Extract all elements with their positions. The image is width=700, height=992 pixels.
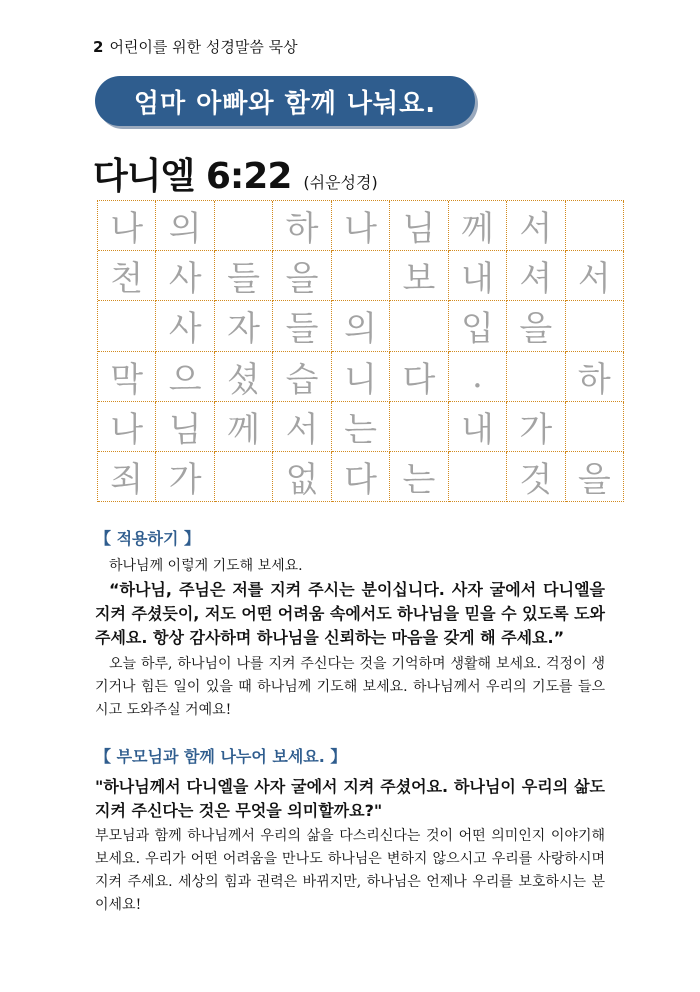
- grid-cell: 하: [566, 352, 624, 402]
- grid-cell: 보: [390, 251, 448, 301]
- grid-cell: [98, 301, 156, 351]
- grid-cell: 의: [332, 301, 390, 351]
- grid-cell: [215, 201, 273, 251]
- share-question: "하나님께서 다니엘을 사자 굴에서 지켜 주셨어요. 하나님이 우리의 삶도 지켜 주신다는 것은 무엇을 의미할까요?": [95, 777, 605, 820]
- apply-heading: 【 적용하기 】: [95, 529, 200, 548]
- grid-cell: 없: [273, 452, 331, 502]
- grid-cell: 들: [273, 301, 331, 351]
- book-title: 어린이를 위한 성경말씀 묵상: [109, 38, 298, 56]
- share-body: 부모님과 함께 하나님께서 우리의 삶을 다스리신다는 것이 어떤 의미인지 이야기해 보세요. 우리가 어떤 어려움을 만나도 하나님은 변하지 않으시고 우리를 사랑하시며 지켜 주세요. 세상의 힘과 권력은 바뀌지만, 하나님은 언제나 우리를 보호하시는 분이세요!: [95, 828, 605, 913]
- grid-cell: 셨: [215, 352, 273, 402]
- grid-cell: 가: [156, 452, 214, 502]
- verse-ref-text: 다니엘 6:22: [93, 156, 292, 197]
- bible-version: (쉬운성경): [303, 173, 378, 192]
- grid-cell: 서: [566, 251, 624, 301]
- grid-cell: [566, 301, 624, 351]
- grid-cell: [215, 452, 273, 502]
- grid-cell: 나: [98, 201, 156, 251]
- page-header: [93, 36, 298, 57]
- grid-cell: 을: [566, 452, 624, 502]
- title-banner: [95, 76, 475, 126]
- grid-cell: 님: [390, 201, 448, 251]
- grid-cell: [566, 402, 624, 452]
- apply-intro: 하나님께 이렇게 기도해 보세요.: [109, 558, 303, 574]
- grid-cell: [507, 352, 565, 402]
- grid-cell: 께: [215, 402, 273, 452]
- grid-cell: 는: [332, 402, 390, 452]
- grid-cell: [332, 251, 390, 301]
- grid-cell: 막: [98, 352, 156, 402]
- grid-cell: 을: [273, 251, 331, 301]
- grid-cell: [449, 452, 507, 502]
- grid-cell: 가: [507, 402, 565, 452]
- grid-cell: 입: [449, 301, 507, 351]
- grid-cell: 을: [507, 301, 565, 351]
- page-number: 2: [93, 38, 104, 56]
- grid-cell: 는: [390, 452, 448, 502]
- grid-cell: 사: [156, 301, 214, 351]
- grid-cell: 천: [98, 251, 156, 301]
- grid-cell: [390, 301, 448, 351]
- grid-cell: 자: [215, 301, 273, 351]
- grid-cell: 다: [390, 352, 448, 402]
- grid-cell: 으: [156, 352, 214, 402]
- grid-cell: .: [449, 352, 507, 402]
- share-heading: 【 부모님과 함께 나누어 보세요. 】: [95, 747, 347, 766]
- grid-cell: 니: [332, 352, 390, 402]
- grid-cell: 나: [98, 402, 156, 452]
- grid-cell: 서: [273, 402, 331, 452]
- apply-prayer: “하나님, 주님은 저를 지켜 주시는 분이십니다. 사자 굴에서 다니엘을 지켜 주셨듯이, 저도 어떤 어려움 속에서도 하나님을 믿을 수 있도록 도와주세요. 항상 감사하며 하나님을 신뢰하는 마음을 갖게 해 주세요.”: [95, 580, 606, 647]
- grid-cell: 의: [156, 201, 214, 251]
- grid-cell: 사: [156, 251, 214, 301]
- grid-cell: [566, 201, 624, 251]
- tracing-grid: [97, 200, 624, 502]
- banner-text: 엄마 아빠와 함께 나눠요.: [133, 88, 437, 119]
- grid-cell: 들: [215, 251, 273, 301]
- grid-cell: 내: [449, 402, 507, 452]
- grid-cell: [390, 402, 448, 452]
- grid-cell: 서: [507, 201, 565, 251]
- grid-cell: 하: [273, 201, 331, 251]
- grid-cell: 다: [332, 452, 390, 502]
- verse-reference: [93, 148, 378, 199]
- grid-cell: 죄: [98, 452, 156, 502]
- grid-cell: 님: [156, 402, 214, 452]
- apply-body: 오늘 하루, 하나님이 나를 지켜 주신다는 것을 기억하며 생활해 보세요. 걱정이 생기거나 힘든 일이 있을 때 하나님께 기도해 보세요. 하나님께서 우리의 기도를 들으시고 도와주실 거예요!: [95, 656, 605, 718]
- grid-cell: 나: [332, 201, 390, 251]
- grid-cell: 셔: [507, 251, 565, 301]
- grid-cell: 것: [507, 452, 565, 502]
- grid-cell: 께: [449, 201, 507, 251]
- grid-cell: 습: [273, 352, 331, 402]
- grid-cell: 내: [449, 251, 507, 301]
